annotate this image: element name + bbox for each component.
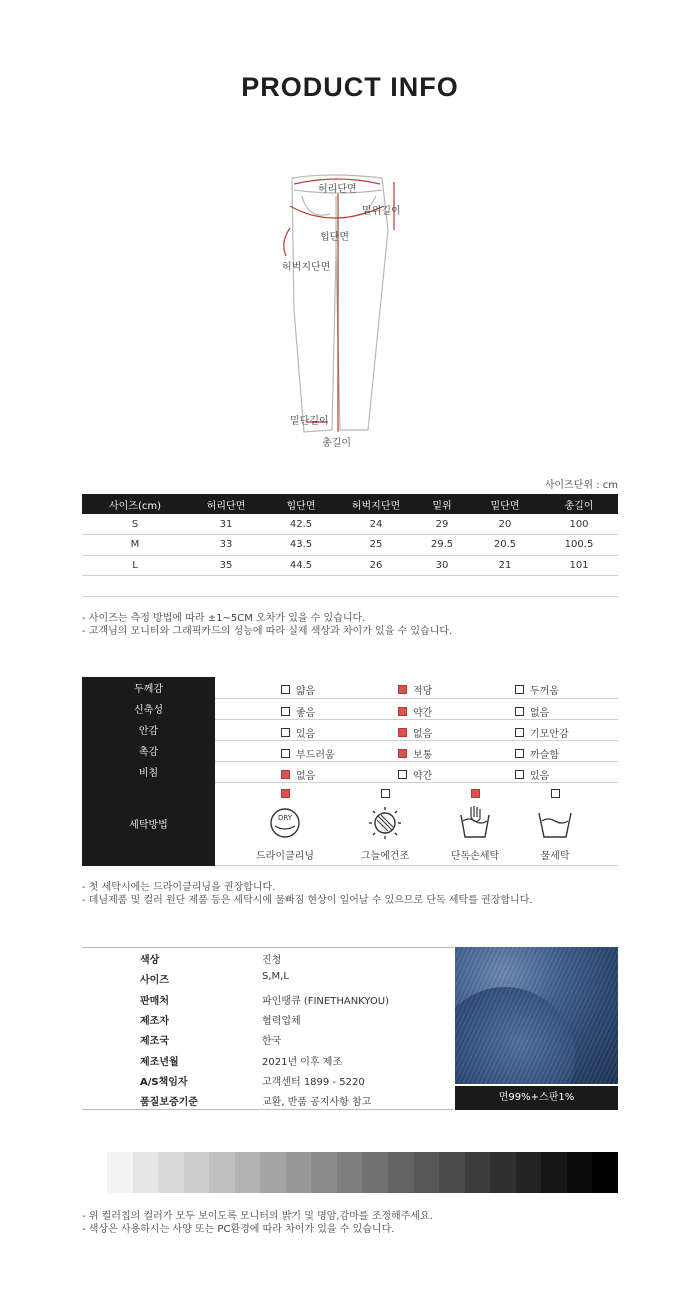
checkbox[interactable] [281,749,290,758]
feel-option[interactable] [398,746,432,761]
info-key: 제조년월 [140,1056,179,1068]
hand-wash-icon [435,805,515,841]
info-value: 진청 [262,955,282,966]
gray-chip [362,1152,388,1193]
table-cell: 21 [470,555,540,576]
svg-text:DRY: DRY [277,813,293,822]
feel-row [82,698,618,719]
info-value: 파인땡큐 (FINETHANKYOU) [262,995,390,1007]
checkbox[interactable] [515,749,524,758]
fabric-swatch-image [455,947,618,1084]
checkbox[interactable] [515,707,524,716]
info-value: S,M,L [262,971,289,983]
table-cell: 35 [188,555,264,576]
table-cell: 29.5 [414,535,470,556]
dry-clean-icon [245,805,325,841]
info-key: 제조국 [140,1036,169,1048]
checkbox[interactable] [398,770,407,779]
gray-chip [567,1152,593,1193]
col-header: 밑위 [414,494,470,514]
wash-item-label: 물세탁 [540,850,570,862]
feel-label: 신축성 [82,698,215,719]
wash-item-label: 드라이클리닝 [256,850,314,862]
info-value: 협력업체 [262,1015,301,1027]
info-row [82,1073,454,1093]
gray-chip [337,1152,363,1193]
checkbox[interactable] [281,770,290,779]
feel-option-label: 두꺼움 [530,686,559,697]
info-value: 고객센터 1899 - 5220 [262,1076,365,1088]
table-cell: 44.5 [264,555,338,576]
col-header: 사이즈(cm) [82,494,188,514]
info-row [82,1012,454,1032]
feel-option-label: 약간 [413,707,433,719]
feel-label: 비침 [82,761,215,782]
gray-chip [235,1152,261,1193]
checkbox[interactable] [281,728,290,737]
table-row-empty [82,576,618,597]
checkbox[interactable] [515,770,524,779]
info-key: 사이즈 [140,975,169,987]
checkbox[interactable] [398,749,407,758]
pants-outline-icon [250,170,450,450]
gray-chip [541,1152,567,1193]
table-cell: 20.5 [470,535,540,556]
feel-option-label: 약간 [413,770,433,782]
table-cell: 30 [414,555,470,576]
gray-chip [158,1152,184,1193]
table-cell: 100.5 [540,535,618,556]
note-line: - 첫 세탁시에는 드라이클리닝을 권장합니다. [82,882,276,893]
water-wash-icon [515,805,595,841]
info-key: A/S책임자 [140,1076,188,1088]
feel-option[interactable] [281,682,315,697]
table-cell: M [82,535,188,556]
checkbox[interactable] [281,707,290,716]
info-key: 색상 [140,955,160,966]
table-cell: 29 [414,514,470,535]
wash-notes [82,882,533,907]
gray-chip [260,1152,286,1193]
checkbox[interactable] [551,789,560,798]
table-cell: S [82,514,188,535]
measurement-diagram [250,170,450,450]
checkbox[interactable] [281,789,290,798]
rise-label: 밑위길이 [362,206,401,217]
table-cell: 101 [540,555,618,576]
info-key: 제조자 [140,1015,169,1027]
gray-chip [107,1152,133,1193]
feel-option[interactable] [398,767,432,782]
table-row [82,514,618,535]
table-cell: 31 [188,514,264,535]
table-cell: 25 [338,535,414,556]
checkbox[interactable] [281,685,290,694]
size-table-header [82,494,618,514]
feel-row [82,740,618,761]
feel-row [82,677,618,698]
checkbox[interactable] [398,685,407,694]
feel-option[interactable] [515,767,549,782]
size-table [82,494,618,597]
table-cell: L [82,555,188,576]
gray-chip [439,1152,465,1193]
table-row [82,555,618,576]
wash-item-label: 단독손세탁 [450,850,500,862]
grayscale-chart [107,1152,618,1193]
wash-item-label: 그늘에건조 [360,850,410,862]
gray-chip [516,1152,542,1193]
checkbox[interactable] [398,728,407,737]
col-header: 허리단면 [188,494,264,514]
gray-chip [133,1152,159,1193]
feel-label: 안감 [82,719,215,740]
info-value: 2021년 이후 제조 [262,1056,343,1068]
feel-option-label: 없음 [296,770,316,782]
table-cell: 20 [470,514,540,535]
fabric-feel-table [82,677,618,866]
feel-option-label: 적당 [413,686,433,697]
feel-option[interactable] [398,682,432,697]
feel-option[interactable] [515,725,569,740]
note-line: - 위 컬러칩의 컬러가 모두 보이도록 모니터의 밝기 및 명암,감마를 조정해주세요. [82,1211,433,1222]
note-line: - 고객님의 모니터와 그래픽카드의 성능에 따라 실제 색상과 차이가 있을 수 있습니다. [82,625,453,637]
page-title: PRODUCT INFO [241,72,459,102]
col-header: 밑단면 [470,494,540,514]
feel-option[interactable] [515,682,559,697]
feel-option-label: 좋음 [296,707,316,719]
feel-row [82,761,618,782]
info-row [82,1053,454,1073]
table-cell: 26 [338,555,414,576]
table-cell: 42.5 [264,514,338,535]
feel-option-label: 까슬함 [530,749,559,761]
length-label: 총길이 [322,438,351,449]
info-row [82,1093,454,1113]
gray-chip [286,1152,312,1193]
table-cell: 100 [540,514,618,535]
checkbox[interactable] [398,707,407,716]
feel-option-label: 없음 [413,728,433,740]
gray-chip [465,1152,491,1193]
table-row [82,535,618,556]
gray-chip [414,1152,440,1193]
feel-option[interactable] [281,704,315,719]
table-cell: 24 [338,514,414,535]
col-header: 허벅지단면 [338,494,414,514]
info-row [82,951,454,971]
feel-option[interactable] [281,725,315,740]
feel-label: 촉감 [82,740,215,761]
hip-label: 힙단면 [320,232,349,243]
info-row [82,992,454,1012]
feel-option[interactable] [281,767,315,782]
info-key: 품질보증기준 [140,1097,198,1109]
wash-label: 세탁방법 [82,782,215,865]
wash-item[interactable] [515,789,595,862]
thigh-label: 허벅지단면 [282,262,331,273]
feel-option-label: 기모안감 [530,728,569,740]
wash-row [82,782,618,865]
info-value: 교환, 반품 공지사항 참고 [262,1097,372,1109]
wash-item[interactable] [345,789,425,862]
checkbox[interactable] [515,685,524,694]
waist-label: 허리단면 [318,184,357,195]
info-value: 한국 [262,1036,282,1048]
feel-option-label: 얇음 [296,686,316,697]
info-key: 판매처 [140,995,169,1007]
wash-item[interactable] [435,789,515,862]
feel-option-label: 있음 [296,728,316,740]
gray-chip [311,1152,337,1193]
gray-chip [184,1152,210,1193]
size-notes [82,613,452,638]
wash-methods [215,783,618,865]
note-line: - 사이즈는 측정 방법에 따라 ±1~5CM 오차가 있을 수 있습니다. [82,613,366,624]
feel-option[interactable] [398,725,432,740]
feel-label: 두께감 [82,677,215,698]
feel-option[interactable] [515,746,559,761]
color-notes [82,1211,433,1236]
table-cell: 33 [188,535,264,556]
hem-label: 밑단길이 [290,416,329,427]
gray-chip [388,1152,414,1193]
checkbox[interactable] [471,789,480,798]
gray-chip [209,1152,235,1193]
gray-chip [592,1152,618,1193]
feel-row [82,719,618,740]
feel-option-label: 있음 [530,770,550,782]
shade-dry-icon [345,805,425,841]
feel-option[interactable] [398,704,432,719]
table-cell: 43.5 [264,535,338,556]
note-line: - 데님제품 및 컬러 원단 제품 등은 세탁시에 물빠짐 현상이 일어날 수 있으므로 단독 세탁를 권장합니다. [82,894,533,906]
feel-option[interactable] [281,746,335,761]
note-line: - 색상은 사용하시는 사양 또는 PC환경에 따라 차이가 있을 수 있습니다. [82,1223,395,1235]
size-unit: 사이즈단위 : cm [544,480,618,491]
feel-option-label: 보통 [413,749,433,761]
checkbox[interactable] [381,789,390,798]
checkbox[interactable] [515,728,524,737]
wash-item[interactable] [245,789,325,862]
fabric-composition: 면99%+스판1% [455,1086,618,1110]
feel-option[interactable] [515,704,549,719]
info-row [82,971,454,991]
feel-option-label: 부드러움 [296,749,335,761]
col-header: 힙단면 [264,494,338,514]
col-header: 총길이 [540,494,618,514]
product-info [82,947,618,1111]
feel-option-label: 없음 [530,707,550,719]
gray-chip [490,1152,516,1193]
info-row [82,1032,454,1052]
